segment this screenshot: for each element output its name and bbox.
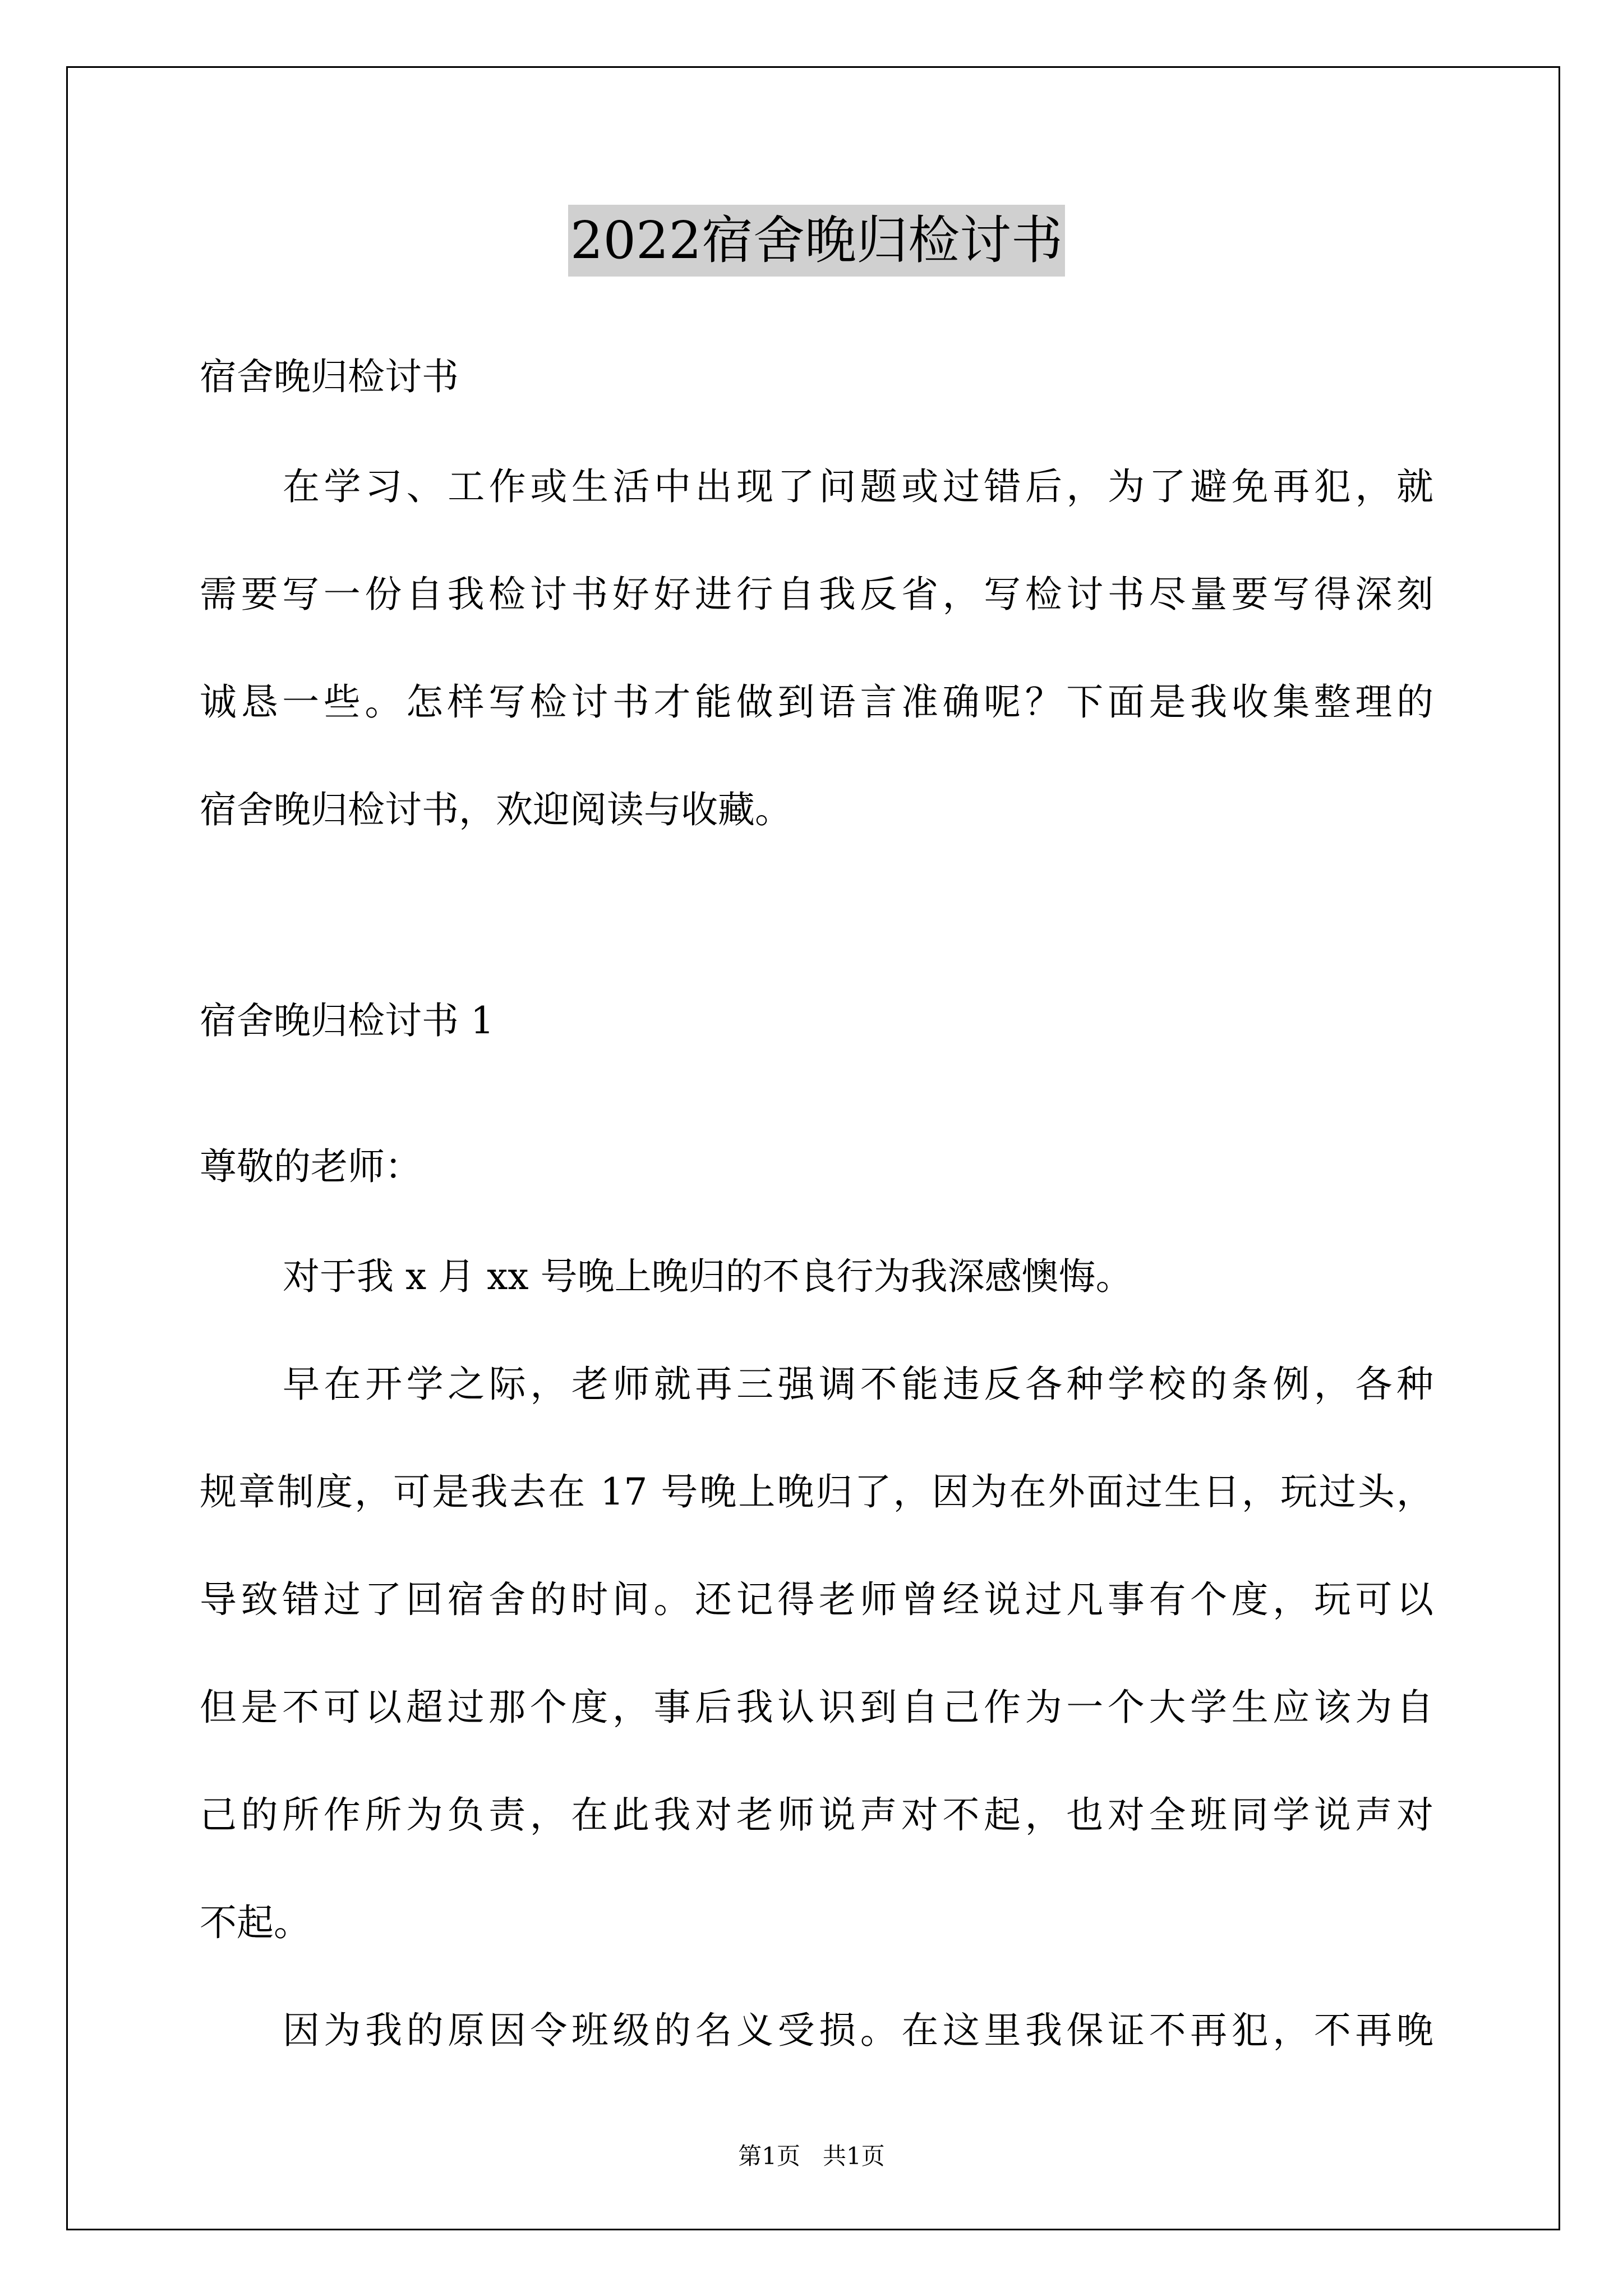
paragraph-line: 导致错过了回宿舍的时间。还记得老师曾经说过凡事有个度，玩可以 <box>200 1578 1433 1621</box>
paragraph-line: 因为我的原因令班级的名义受损。在这里我保证不再犯，不再晚 <box>283 2009 1433 2052</box>
page-footer: 第1页 共1页 <box>738 2142 885 2170</box>
paragraph-line: 对于我 x 月 xx 号晚上晚归的不良行为我深感懊悔。 <box>283 1255 1133 1298</box>
paragraph-line: 但是不可以超过那个度，事后我认识到自己作为一个大学生应该为自 <box>200 1686 1433 1729</box>
paragraph-line: 早在开学之际，老师就再三强调不能违反各种学校的条例，各种 <box>283 1363 1433 1406</box>
paragraph-line: 需要写一份自我检讨书好好进行自我反省，写检讨书尽量要写得深刻 <box>200 573 1433 616</box>
paragraph-line: 宿舍晚归检讨书，欢迎阅读与收藏。 <box>200 788 792 831</box>
paragraph-line: 己的所作所为负责，在此我对老师说声对不起，也对全班同学说声对 <box>200 1793 1433 1837</box>
section-heading: 宿舍晚归检讨书 1 <box>200 999 494 1042</box>
title-wrap <box>200 205 1433 277</box>
salutation: 尊敬的老师： <box>200 1145 422 1188</box>
paragraph-line: 不起。 <box>200 1901 311 1944</box>
intro-heading: 宿舍晚归检讨书 <box>200 355 459 398</box>
paragraph-line: 诚恳一些。怎样写检讨书才能做到语言准确呢？下面是我收集整理的 <box>200 680 1433 724</box>
document-title: 2022宿舍晚归检讨书 <box>568 205 1065 277</box>
paragraph-line: 在学习、工作或生活中出现了问题或过错后，为了避免再犯，就 <box>283 465 1433 508</box>
paragraph-line: 规章制度，可是我去在 17 号晚上晚归了，因为在外面过生日，玩过头， <box>200 1470 1433 1513</box>
